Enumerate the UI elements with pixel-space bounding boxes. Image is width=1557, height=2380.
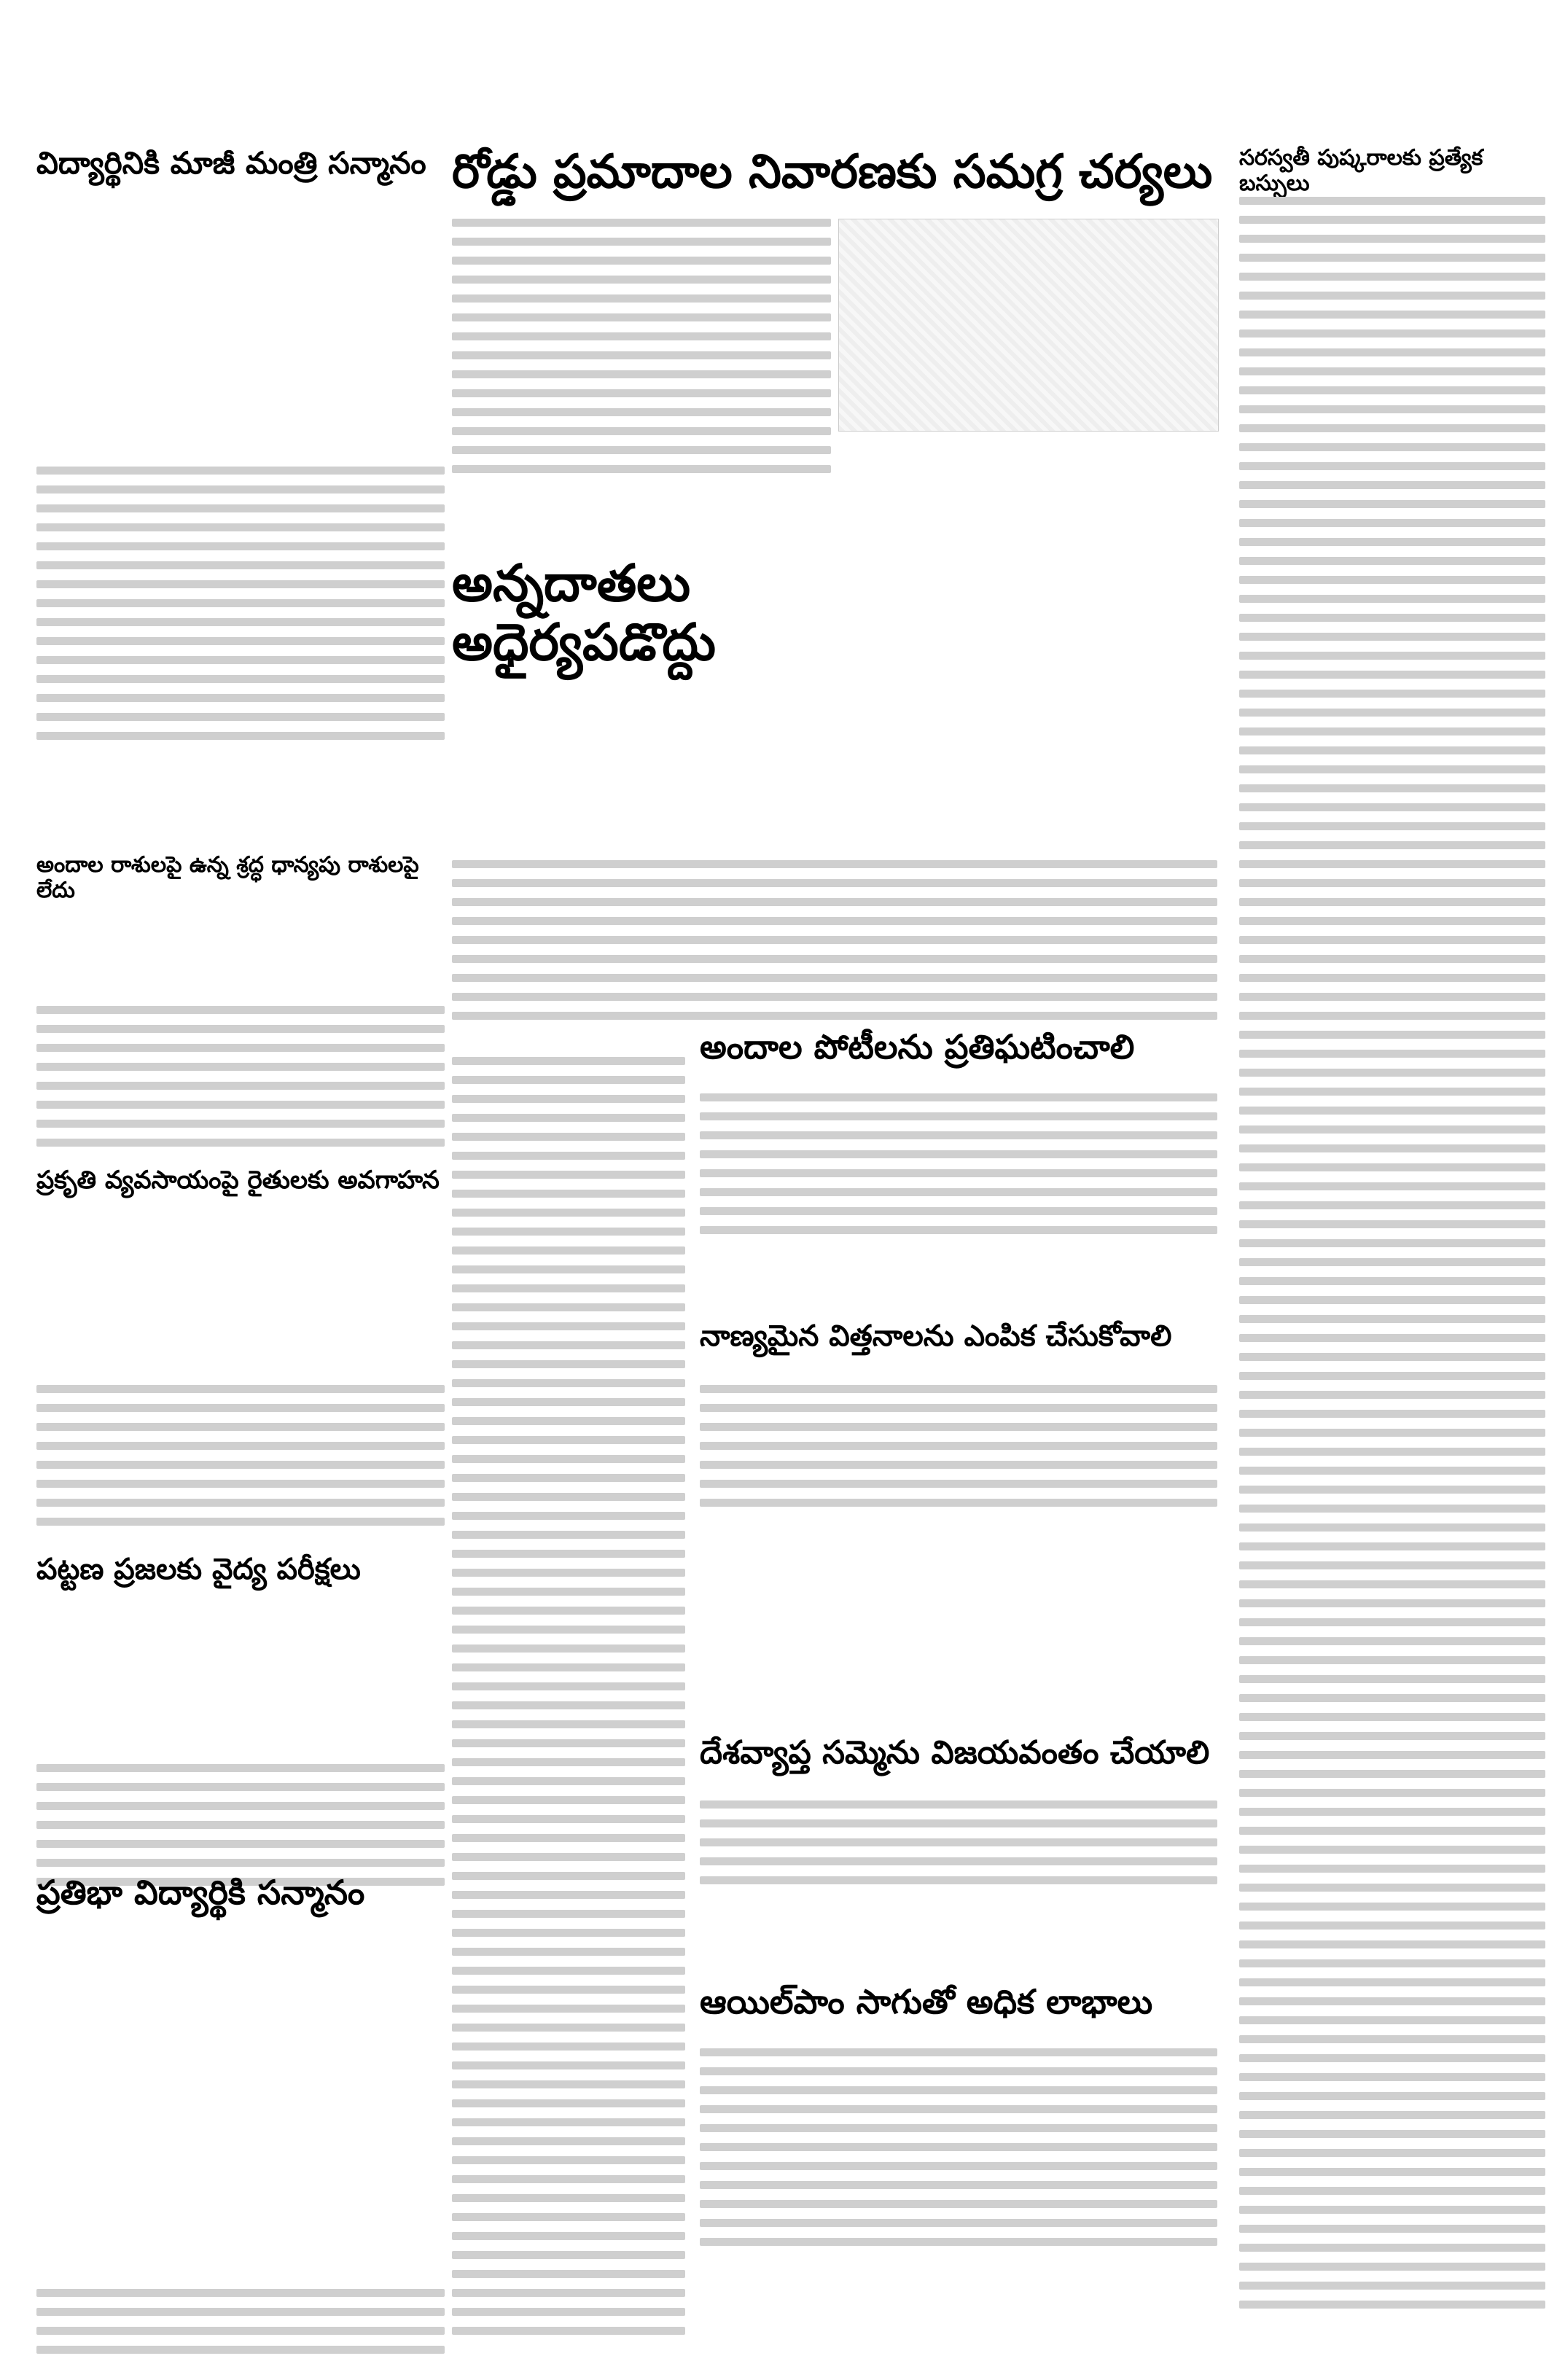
headline-center-big: అన్నదాతలు అధైర్యపడొద్దు xyxy=(452,553,716,672)
headline-right-top: సరస్వతీ పుష్కరాలకు ప్రత్యేక బస్సులు xyxy=(1239,145,1483,196)
article-body xyxy=(452,1057,685,2346)
article-body xyxy=(700,1800,1217,1895)
headline-left-mid: అందాల రాశులపై ఉన్న శ్రద్ధ ధాన్యపు రాశులపై లేదు xyxy=(36,852,419,903)
headline-center-seed: నాణ్యమైన విత్తనాలను ఎంపిక చేసుకోవాలి xyxy=(700,1319,1172,1353)
article-body xyxy=(1239,197,1545,2319)
headline-main: రోడ్డు ప్రమాదాల నివారణకు సమగ్ర చర్యలు xyxy=(452,145,1213,199)
article-body xyxy=(452,860,1217,1031)
article-body xyxy=(36,1006,445,1158)
article-body xyxy=(452,219,831,484)
article-body xyxy=(700,1385,1217,1518)
headline-center-bottom: ఆయిల్‌పాం సాగుతో అధిక లాభాలు xyxy=(700,1982,1153,2021)
news-photo xyxy=(838,219,1219,432)
article-body xyxy=(36,1385,445,1537)
article-body xyxy=(700,2048,1217,2257)
headline-left-health: పట్టణ ప్రజలకు వైద్య పరీక్షలు xyxy=(36,1553,361,1586)
headline-center-mid: అందాల పోటీలను ప్రతిఘటించాలి xyxy=(700,1027,1135,1066)
headline-left-top: విద్యార్థినికి మాజీ మంత్రి సన్మానం xyxy=(36,145,426,181)
article-body xyxy=(36,467,445,751)
article-body xyxy=(700,1093,1217,1245)
headline-center-strike: దేశవ్యాప్త సమ్మెను విజయవంతం చేయాలి xyxy=(700,1734,1210,1771)
headline-left-bottom: ప్రతిభా విద్యార్థికి సన్మానం xyxy=(36,1873,365,1912)
article-body xyxy=(36,2289,445,2365)
headline-left-agri: ప్రకృతి వ్యవసాయంపై రైతులకు అవగాహన xyxy=(36,1166,440,1195)
